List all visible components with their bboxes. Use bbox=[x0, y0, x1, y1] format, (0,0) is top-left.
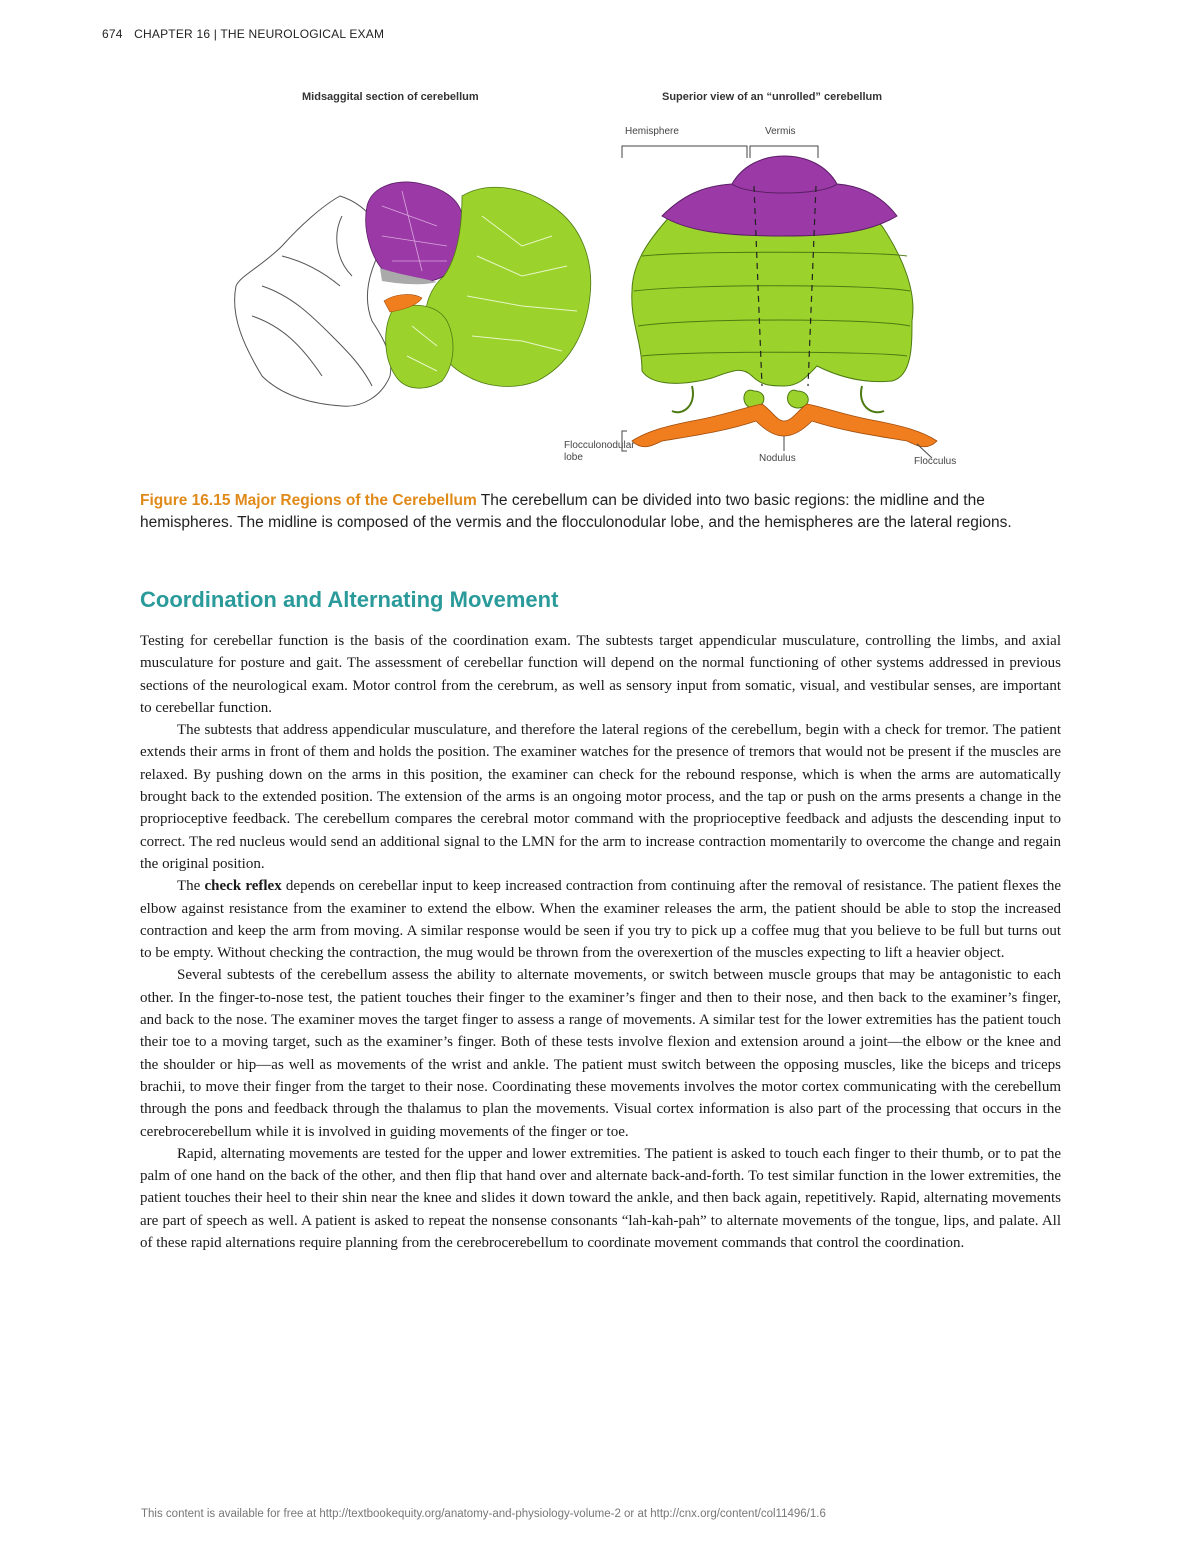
body-text bbox=[140, 630, 1061, 1254]
left-figure-title: Midsaggital section of cerebellum bbox=[302, 91, 479, 103]
paragraph-1: Testing for cerebellar function is the basis of the coordination exam. The subtests target appendicular musculature, controlling the limbs, and axial musculature for posture and gait. The assessment of cerebellar function will depend on the normal functioning of other systems addressed in previous sections of the neurological exam. Motor control from the cerebrum, as well as sensory input from somatic, visual, and vestibular senses, are important to cerebellar function. bbox=[140, 633, 1061, 716]
paragraph-5: Rapid, alternating movements are tested for the upper and lower extremities. The patient is asked to touch each finger to their thumb, or to pat the palm of one hand on the back of the other, and then flip that hand over and alternate back-and-forth. To test similar function in the lower extremities, the patient touches their heel to their shin near the knee and slides it down toward the ankle, and then back again, repetitively. Rapid, alternating movements are part of speech as well. A patient is asked to repeat the nonsense consonants “lah-kah-pah” to alternate movements of the tongue, lips, and palate. All of these rapid alternations require planning from the cerebrocerebellum to coordinate movement commands that control the coordination. bbox=[140, 1145, 1061, 1252]
paragraph-3 bbox=[140, 875, 1061, 964]
cerebellum-figure bbox=[222, 86, 982, 476]
chapter-title: CHAPTER 16 | THE NEUROLOGICAL EXAM bbox=[134, 27, 385, 41]
flocculonodular-label-line1: Flocculonodular bbox=[564, 440, 635, 451]
hemisphere-bracket bbox=[622, 146, 747, 158]
footer-note: This content is available for free at http://textbookequity.org/anatomy-and-physiology-volume-2 or at http://cnx.org/content/col11496/1.6 bbox=[141, 1508, 826, 1520]
midsagittal-section-illustration bbox=[222, 86, 602, 476]
caption-text: The cerebellum can be divided into two basic regions: the midline and the hemispheres. The midline is composed of the vermis and the flocculonodular lobe, and the hemispheres are the lateral regions. bbox=[140, 492, 1012, 531]
right-figure-title: Superior view of an “unrolled” cerebellum bbox=[662, 91, 883, 103]
flocculus-label: Flocculus bbox=[914, 456, 957, 467]
check-reflex-term: check reflex bbox=[204, 878, 282, 895]
paragraph-3-start: The bbox=[177, 878, 205, 895]
hemisphere-label: Hemisphere bbox=[625, 126, 679, 137]
figure-caption bbox=[140, 490, 1061, 534]
vermis-label: Vermis bbox=[765, 126, 796, 137]
caption-label: Figure 16.15 Major Regions of the Cerebellum bbox=[140, 492, 477, 509]
unrolled-cerebellum-illustration bbox=[572, 86, 982, 476]
page-number: 674 bbox=[102, 27, 123, 41]
running-head bbox=[102, 27, 384, 41]
nodulus-label: Nodulus bbox=[759, 453, 796, 464]
paragraph-4: Several subtests of the cerebellum assess the ability to alternate movements, or switch between muscle groups that may be antagonistic to each other. In the finger-to-nose test, the patient touches their finger to the examiner’s finger and then to their nose, and then back to the examiner’s finger, and back to the nose. The examiner moves the target finger to assess a range of movements. A similar test for the lower extremities has the patient touch their toe to a moving target, such as the examiner’s finger. Both of these tests involve flexion and extension around a joint—the elbow or the knee and the shoulder or hip—as well as movements of the wrist and ankle. The patient must switch between the opposing muscles, like the biceps and triceps brachii, to move their finger from the target to their nose. Coordinating these movements involves the motor cortex communicating with the cerebellum through the pons and feedback through the thalamus to plan the movements. Visual cortex information is also part of the processing that occurs in the cerebrocerebellum while it is involved in guiding movements of the finger or toe. bbox=[140, 967, 1061, 1140]
vermis-region-left bbox=[366, 182, 463, 282]
paragraph-3-rest: depends on cerebellar input to keep increased contraction from continuing after the removal of resistance. The patient flexes the elbow against resistance from the examiner to extend the elbow. When the examiner releases the arm, the patient should be able to stop the increased contraction and keep the arm from moving. A similar response would be seen if you try to pick up a coffee mug that you believe to be full but turns out to be empty. Without checking the contraction, the mug would be thrown from the overexertion of the muscles expecting to lift a heavier object. bbox=[140, 878, 1062, 962]
section-heading: Coordination and Alternating Movement bbox=[140, 587, 559, 612]
hemisphere-region-right bbox=[632, 206, 913, 413]
paragraph-2: The subtests that address appendicular musculature, and therefore the lateral regions of the cerebellum, begin with a check for tremor. The patient extends their arms in front of them and holds the position. The examiner watches for the presence of tremors that would not be present if the muscles are relaxed. By pushing down on the arms in this position, the examiner can check for the rebound response, which is when the arms are automatically brought back to the extended position. The extension of the arms is an ongoing motor process, and the tap or push on the arms presents a change in the proprioceptive feedback. The cerebellum compares the cerebral motor command with the proprioceptive feedback and adjusts the descending input to correct. The red nucleus would send an additional signal to the LMN for the arm to increase contraction momentarily to overcome the change and regain the original position. bbox=[140, 722, 1061, 872]
flocculonodular-label-line2: lobe bbox=[564, 452, 583, 463]
vermis-region-right bbox=[662, 156, 897, 236]
